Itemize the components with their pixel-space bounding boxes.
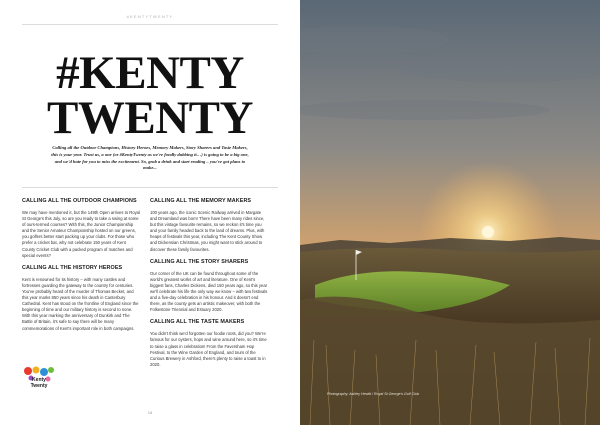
intro-paragraph bbox=[50, 145, 250, 172]
headline-line-2: TWENTY bbox=[47, 92, 253, 144]
history-heroes-body: Kent is renowned for its history – with many castles and fortresses guarding the gateway to the country for centuries. You've probably heard of the murder of Thomas Becket, and this year marks 850 years since his death in Canterbury Cathedral. Kent has stood on the frontline of England since the beginning of time and our military history is second to none. With this year marking the anniversary of Dunkirk and The Battle of Britain, it's safe to say there will be many commemorations of Kent's important role in both campaigns. bbox=[22, 276, 139, 331]
photo-caption: Photography: Ashley Hewitt / Royal St George's Golf Club bbox=[327, 392, 420, 396]
logo-dot-pink bbox=[46, 377, 51, 382]
taste-makers-body: You didn't think we'd forgotten our foodie roots, did you? We're famous for our oysters, hops and wine around here, so it's time to raise a glass in celebration! From the Faversham Hop Festival, to the Wine Garden of England, and tours of the Curious Brewery in Ashford, there's plenty to raise a toast to in 2020. bbox=[150, 331, 267, 367]
taste-makers-heading: CALLING ALL THE TASTE MAKERS bbox=[150, 319, 245, 326]
running-head: #KENTYTWENTY bbox=[126, 14, 174, 19]
column-right bbox=[150, 198, 268, 374]
intro-line-1: Calling all the Outdoor Champions, History Heroes, Memory Makers, Story Sharers and Taste Makers, bbox=[52, 145, 248, 150]
outdoor-champions-heading: CALLING ALL THE OUTDOOR CHAMPIONS bbox=[22, 198, 137, 204]
page-number: 18 bbox=[147, 410, 153, 415]
intro-line-2: this is your year. Trust us, a one (or #KentyTwenty as we're fondly dubbing it…) is going to be a big one, bbox=[51, 151, 249, 157]
outdoor-champions-body: We may have mentioned it, but the 149th Open arrives to Royal St George's this July, so are you ready to take a swing at some of ours-termed courses? With this, the Junior Championship and the Senior Amateur Championship hosted on our greens, you golfers better start packing up your clubs. For those who prefer a cricket bat, why not celebrate 150 years of Kent County Cricket Club with a packed program of matches and special events? bbox=[22, 210, 140, 258]
story-sharers-heading: CALLING ALL THE STORY SHARERS bbox=[150, 258, 249, 265]
memory-makers-body: 100 years ago, the iconic Scenic Railway arrived in Margate and Dreamland was born! There have been many rides since, but this vintage favourite remains, so we reckon it's time you and your family headed back to the land of dreams. Plus, with heaps of festivals this year, including The Kent County Show and Dickensian Christmas, you might want to stick around to discover these family favourites. bbox=[150, 210, 265, 252]
column-left bbox=[22, 198, 140, 338]
logo-dot-red bbox=[24, 367, 32, 375]
story-sharers-body: Our corner of the UK can be found throughout some of the world's greatest works of art and literature. One of Kent's biggest fans, Charles Dickens, died 150 years ago, so this year we'll celebrate his life the only way we know – with two festivals and a five-day celebration in his honour. And it doesn't end there, as the county gets an artistic makeover, with both the Folkestone Triennial and Estuary 2020. bbox=[150, 270, 268, 313]
logo-dot-yellow bbox=[33, 367, 40, 374]
right-page bbox=[300, 0, 600, 425]
memory-makers-heading: CALLING ALL THE MEMORY MAKERS bbox=[150, 198, 252, 204]
top-divider bbox=[22, 24, 278, 25]
intro-line-3: and we'd hate for you to miss the excitement. So, grab a drink and start reading – you've got plans to make... bbox=[54, 158, 246, 171]
logo-text-line-1: Kenty bbox=[32, 377, 46, 383]
golf-course-sunset-photo bbox=[300, 0, 600, 425]
headline-line-1: #KENTY bbox=[56, 47, 244, 99]
sun bbox=[482, 226, 494, 238]
kenty-twenty-logo bbox=[22, 365, 56, 391]
logo-dot-green bbox=[48, 367, 54, 373]
logo-dot-blue bbox=[40, 368, 48, 376]
logo-text-line-2: Twenty bbox=[30, 383, 48, 389]
section-divider bbox=[22, 187, 278, 188]
history-heroes-heading: CALLING ALL THE HISTORY HEROES bbox=[22, 264, 123, 271]
